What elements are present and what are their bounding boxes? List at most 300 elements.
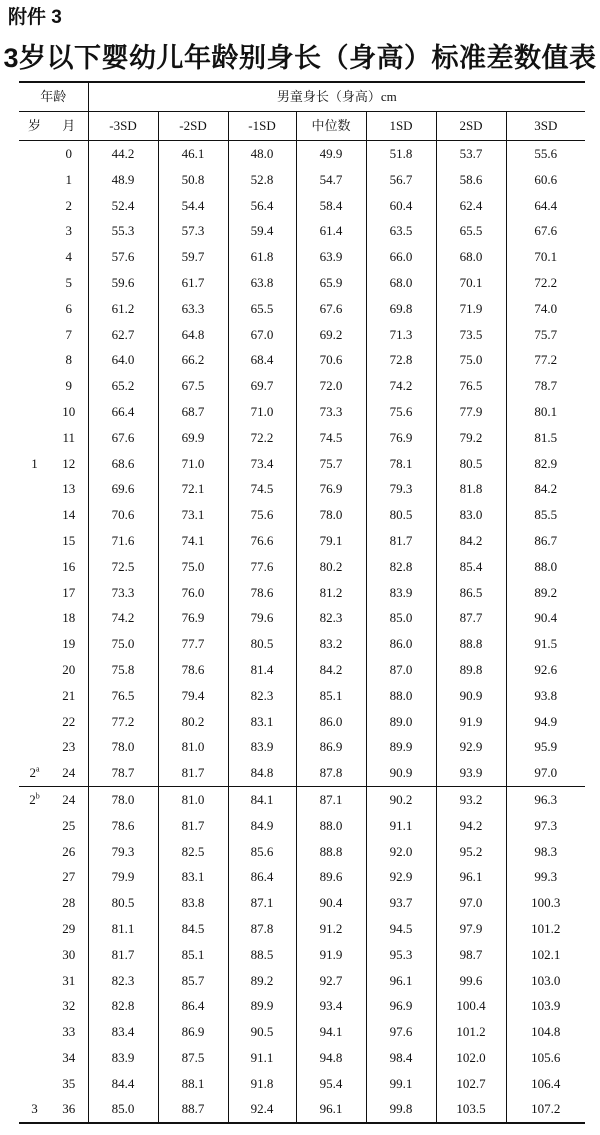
- year-footnote-mark: b: [35, 791, 40, 801]
- value-cell: 54.4: [158, 193, 228, 219]
- value-cell: 85.7: [158, 968, 228, 994]
- header-row-1: [19, 82, 585, 112]
- table-row: [19, 167, 585, 193]
- month-cell: 34: [62, 1049, 76, 1065]
- month-header: 月: [50, 112, 88, 141]
- year-cell: [19, 657, 50, 683]
- value-cell: 72.8: [366, 347, 436, 373]
- value-cell: 49.9: [296, 141, 366, 167]
- month-cell: 29: [62, 920, 76, 936]
- month-cell: 2: [65, 197, 72, 213]
- value-cell: 71.0: [158, 451, 228, 477]
- value-cell: 87.0: [366, 657, 436, 683]
- value-cell: 64.0: [88, 347, 158, 373]
- value-cell: 78.1: [366, 451, 436, 477]
- value-cell: 68.0: [366, 270, 436, 296]
- value-cell: 66.2: [158, 347, 228, 373]
- value-cell: 72.1: [158, 476, 228, 502]
- month-cell: 22: [62, 713, 76, 729]
- month-cell: 19: [62, 636, 76, 652]
- value-cell: 78.6: [88, 813, 158, 839]
- value-cell: 61.8: [228, 244, 296, 270]
- value-cell: 89.2: [228, 968, 296, 994]
- value-cell: 99.8: [366, 1096, 436, 1123]
- value-cell: 88.8: [436, 631, 506, 657]
- table-row: [19, 476, 585, 502]
- value-cell: 64.4: [506, 193, 585, 219]
- value-cell: 102.0: [436, 1045, 506, 1071]
- value-cell: 93.9: [436, 760, 506, 786]
- month-cell: 14: [62, 507, 76, 523]
- value-cell: 81.0: [158, 786, 228, 812]
- value-cell: 62.7: [88, 322, 158, 348]
- value-cell: 44.2: [88, 141, 158, 167]
- value-cell: 60.4: [366, 193, 436, 219]
- value-cell: 97.9: [436, 916, 506, 942]
- value-cell: 106.4: [506, 1071, 585, 1097]
- value-cell: 69.9: [158, 425, 228, 451]
- value-cell: 77.2: [506, 347, 585, 373]
- year-cell: [19, 296, 50, 322]
- table-row: [19, 631, 585, 657]
- value-cell: 68.4: [228, 347, 296, 373]
- value-cell: 79.6: [228, 605, 296, 631]
- value-cell: 53.7: [436, 141, 506, 167]
- year-cell: [19, 476, 50, 502]
- value-cell: 76.6: [228, 528, 296, 554]
- value-cell: 84.2: [296, 657, 366, 683]
- year-cell: [19, 916, 50, 942]
- month-cell: 17: [62, 584, 76, 600]
- month-cell: 4: [65, 249, 72, 265]
- value-cell: 84.5: [158, 916, 228, 942]
- month-cell: 32: [62, 998, 76, 1014]
- value-cell: 74.5: [228, 476, 296, 502]
- col-header: -2SD: [158, 112, 228, 141]
- value-cell: 85.1: [158, 942, 228, 968]
- year-value: 2: [29, 765, 36, 781]
- value-cell: 66.0: [366, 244, 436, 270]
- value-cell: 71.0: [228, 399, 296, 425]
- year-cell: [19, 502, 50, 528]
- value-cell: 68.0: [436, 244, 506, 270]
- value-cell: 82.8: [88, 993, 158, 1019]
- month-cell: 11: [62, 429, 76, 445]
- value-cell: 99.1: [366, 1071, 436, 1097]
- year-cell: [19, 322, 50, 348]
- table-row: [19, 839, 585, 865]
- value-cell: 89.9: [366, 734, 436, 760]
- year-cell: [19, 141, 50, 167]
- value-cell: 98.4: [366, 1045, 436, 1071]
- value-cell: 52.8: [228, 167, 296, 193]
- value-cell: 81.0: [158, 734, 228, 760]
- value-cell: 87.7: [436, 605, 506, 631]
- value-cell: 88.0: [296, 813, 366, 839]
- value-cell: 89.2: [506, 580, 585, 606]
- value-cell: 83.1: [158, 864, 228, 890]
- year-cell: [19, 167, 50, 193]
- value-cell: 75.0: [436, 347, 506, 373]
- value-cell: 81.7: [158, 760, 228, 786]
- value-cell: 76.9: [296, 476, 366, 502]
- value-cell: 63.3: [158, 296, 228, 322]
- value-cell: 55.6: [506, 141, 585, 167]
- value-cell: 97.3: [506, 813, 585, 839]
- value-cell: 79.9: [88, 864, 158, 890]
- month-cell: 12: [62, 455, 76, 471]
- value-cell: 97.6: [366, 1019, 436, 1045]
- month-cell: 3: [65, 223, 72, 239]
- value-cell: 93.8: [506, 683, 585, 709]
- table-row: [19, 993, 585, 1019]
- value-cell: 63.9: [296, 244, 366, 270]
- month-cell: 18: [62, 610, 76, 626]
- value-cell: 72.0: [296, 373, 366, 399]
- value-cell: 82.3: [296, 605, 366, 631]
- value-cell: 73.4: [228, 451, 296, 477]
- month-cell: 36: [62, 1101, 76, 1117]
- month-cell: 5: [65, 274, 72, 290]
- value-cell: 85.0: [88, 1096, 158, 1123]
- height-sd-table: [19, 81, 585, 1124]
- table-row: [19, 347, 585, 373]
- value-cell: 72.2: [228, 425, 296, 451]
- col-header: 3SD: [506, 112, 585, 141]
- value-cell: 92.7: [296, 968, 366, 994]
- year-cell: [19, 786, 50, 812]
- document-title: 3岁以下婴幼儿年龄别身长（身高）标准差数值表: [3, 43, 597, 73]
- value-cell: 77.7: [158, 631, 228, 657]
- value-cell: 101.2: [436, 1019, 506, 1045]
- year-cell: [19, 605, 50, 631]
- value-cell: 103.0: [506, 968, 585, 994]
- month-cell: 16: [62, 558, 76, 574]
- year-footnote-mark: a: [35, 764, 40, 774]
- value-cell: 81.7: [366, 528, 436, 554]
- year-cell: [19, 425, 50, 451]
- value-cell: 79.3: [88, 839, 158, 865]
- value-cell: 95.3: [366, 942, 436, 968]
- value-cell: 51.8: [366, 141, 436, 167]
- value-cell: 100.3: [506, 890, 585, 916]
- value-cell: 87.1: [228, 890, 296, 916]
- value-cell: 58.4: [296, 193, 366, 219]
- table-row: [19, 734, 585, 760]
- table-row: [19, 580, 585, 606]
- col-header: 中位数: [296, 112, 366, 141]
- value-cell: 56.4: [228, 193, 296, 219]
- value-cell: 92.6: [506, 657, 585, 683]
- year-cell: [19, 451, 50, 477]
- table-row: [19, 864, 585, 890]
- col-header: 2SD: [436, 112, 506, 141]
- year-cell: [19, 993, 50, 1019]
- value-cell: 81.5: [506, 425, 585, 451]
- value-cell: 84.2: [506, 476, 585, 502]
- value-cell: 80.1: [506, 399, 585, 425]
- value-cell: 73.3: [88, 580, 158, 606]
- value-cell: 83.0: [436, 502, 506, 528]
- value-cell: 75.8: [88, 657, 158, 683]
- table-row: [19, 399, 585, 425]
- year-cell: [19, 193, 50, 219]
- value-cell: 90.4: [506, 605, 585, 631]
- value-cell: 93.4: [296, 993, 366, 1019]
- month-cell: 10: [62, 403, 76, 419]
- year-cell: [19, 1071, 50, 1097]
- value-cell: 76.5: [436, 373, 506, 399]
- value-cell: 83.4: [88, 1019, 158, 1045]
- value-cell: 86.4: [158, 993, 228, 1019]
- header-row-2: [19, 112, 585, 141]
- table-row: [19, 1019, 585, 1045]
- table-row: [19, 296, 585, 322]
- value-cell: 79.2: [436, 425, 506, 451]
- table-row: [19, 141, 585, 167]
- value-cell: 84.2: [436, 528, 506, 554]
- month-cell: 9: [65, 378, 72, 394]
- value-cell: 75.6: [366, 399, 436, 425]
- value-cell: 62.4: [436, 193, 506, 219]
- value-cell: 82.8: [366, 554, 436, 580]
- value-cell: 98.7: [436, 942, 506, 968]
- value-cell: 87.5: [158, 1045, 228, 1071]
- value-cell: 104.8: [506, 1019, 585, 1045]
- table-row: [19, 890, 585, 916]
- value-cell: 74.2: [366, 373, 436, 399]
- value-cell: 89.9: [228, 993, 296, 1019]
- value-cell: 99.3: [506, 864, 585, 890]
- value-cell: 78.6: [228, 580, 296, 606]
- value-cell: 90.9: [366, 760, 436, 786]
- table-row: [19, 425, 585, 451]
- value-cell: 80.5: [228, 631, 296, 657]
- table-row: [19, 916, 585, 942]
- col-header: -3SD: [88, 112, 158, 141]
- table-row: [19, 968, 585, 994]
- value-cell: 93.2: [436, 786, 506, 812]
- value-cell: 79.4: [158, 683, 228, 709]
- year-cell: [19, 631, 50, 657]
- value-cell: 94.5: [366, 916, 436, 942]
- year-value: 2: [29, 791, 36, 807]
- year-cell: [19, 890, 50, 916]
- value-cell: 92.9: [436, 734, 506, 760]
- value-cell: 88.7: [158, 1096, 228, 1123]
- value-cell: 73.3: [296, 399, 366, 425]
- value-cell: 75.6: [228, 502, 296, 528]
- value-cell: 82.9: [506, 451, 585, 477]
- value-cell: 76.9: [366, 425, 436, 451]
- value-cell: 89.8: [436, 657, 506, 683]
- value-cell: 86.0: [366, 631, 436, 657]
- year-cell: [19, 942, 50, 968]
- value-cell: 61.2: [88, 296, 158, 322]
- value-cell: 73.1: [158, 502, 228, 528]
- table-row: [19, 760, 585, 786]
- value-cell: 61.4: [296, 218, 366, 244]
- value-cell: 74.2: [88, 605, 158, 631]
- table-row: [19, 451, 585, 477]
- month-cell: 24: [50, 786, 88, 812]
- value-cell: 64.8: [158, 322, 228, 348]
- month-cell: 23: [62, 739, 76, 755]
- value-cell: 70.1: [436, 270, 506, 296]
- value-cell: 79.1: [296, 528, 366, 554]
- year-cell: [19, 1019, 50, 1045]
- table-row: [19, 657, 585, 683]
- month-cell: 20: [62, 661, 76, 677]
- value-cell: 67.6: [88, 425, 158, 451]
- value-cell: 83.8: [158, 890, 228, 916]
- value-cell: 75.0: [158, 554, 228, 580]
- value-cell: 85.5: [506, 502, 585, 528]
- value-cell: 105.6: [506, 1045, 585, 1071]
- value-cell: 78.6: [158, 657, 228, 683]
- value-cell: 73.5: [436, 322, 506, 348]
- table-row: [19, 786, 585, 812]
- table-row: [19, 1045, 585, 1071]
- value-cell: 88.0: [366, 683, 436, 709]
- value-cell: 91.8: [228, 1071, 296, 1097]
- value-cell: 76.9: [158, 605, 228, 631]
- value-cell: 69.2: [296, 322, 366, 348]
- attachment-label: 附件 3: [8, 7, 62, 28]
- value-cell: 107.2: [506, 1096, 585, 1123]
- value-cell: 80.2: [296, 554, 366, 580]
- table-row: [19, 244, 585, 270]
- value-cell: 92.9: [366, 864, 436, 890]
- value-cell: 75.7: [506, 322, 585, 348]
- year-cell: [19, 1096, 50, 1123]
- month-cell: 28: [62, 895, 76, 911]
- value-cell: 81.4: [228, 657, 296, 683]
- value-cell: 80.2: [158, 709, 228, 735]
- value-cell: 91.1: [366, 813, 436, 839]
- value-cell: 89.0: [366, 709, 436, 735]
- month-cell: 7: [65, 326, 72, 342]
- value-cell: 97.0: [506, 760, 585, 786]
- month-cell: 21: [62, 687, 76, 703]
- value-cell: 66.4: [88, 399, 158, 425]
- value-cell: 96.1: [436, 864, 506, 890]
- value-cell: 59.6: [88, 270, 158, 296]
- month-cell: 24: [62, 765, 76, 781]
- value-cell: 96.1: [296, 1096, 366, 1123]
- value-cell: 57.3: [158, 218, 228, 244]
- value-cell: 68.6: [88, 451, 158, 477]
- year-cell: [19, 528, 50, 554]
- value-cell: 86.9: [296, 734, 366, 760]
- value-cell: 56.7: [366, 167, 436, 193]
- value-cell: 59.7: [158, 244, 228, 270]
- month-cell: 27: [62, 869, 76, 885]
- table-row: [19, 373, 585, 399]
- value-cell: 83.9: [88, 1045, 158, 1071]
- value-cell: 74.1: [158, 528, 228, 554]
- value-cell: 63.5: [366, 218, 436, 244]
- year-cell: [19, 1045, 50, 1071]
- month-cell: 31: [62, 972, 76, 988]
- year-value: 3: [31, 1101, 38, 1117]
- value-cell: 83.2: [296, 631, 366, 657]
- value-cell: 67.0: [228, 322, 296, 348]
- year-header: 岁: [19, 112, 50, 141]
- value-cell: 84.9: [228, 813, 296, 839]
- value-cell: 60.6: [506, 167, 585, 193]
- value-cell: 48.0: [228, 141, 296, 167]
- value-cell: 98.3: [506, 839, 585, 865]
- value-cell: 102.1: [506, 942, 585, 968]
- table-row: [19, 218, 585, 244]
- value-cell: 86.4: [228, 864, 296, 890]
- value-cell: 96.1: [366, 968, 436, 994]
- value-cell: 95.2: [436, 839, 506, 865]
- value-cell: 89.6: [296, 864, 366, 890]
- group-header: 男童身长（身高）cm: [88, 82, 585, 112]
- value-cell: 70.6: [296, 347, 366, 373]
- value-cell: 46.1: [158, 141, 228, 167]
- value-cell: 84.4: [88, 1071, 158, 1097]
- value-cell: 81.8: [436, 476, 506, 502]
- value-cell: 82.5: [158, 839, 228, 865]
- value-cell: 80.5: [366, 502, 436, 528]
- value-cell: 92.0: [366, 839, 436, 865]
- value-cell: 78.0: [296, 502, 366, 528]
- value-cell: 55.3: [88, 218, 158, 244]
- value-cell: 93.7: [366, 890, 436, 916]
- value-cell: 85.0: [366, 605, 436, 631]
- value-cell: 83.9: [228, 734, 296, 760]
- value-cell: 78.7: [506, 373, 585, 399]
- value-cell: 78.0: [88, 786, 158, 812]
- value-cell: 88.0: [506, 554, 585, 580]
- value-cell: 91.2: [296, 916, 366, 942]
- year-cell: [19, 734, 50, 760]
- value-cell: 87.8: [228, 916, 296, 942]
- table-row: [19, 270, 585, 296]
- year-cell: [19, 760, 50, 786]
- value-cell: 72.2: [506, 270, 585, 296]
- year-cell: [19, 683, 50, 709]
- value-cell: 91.1: [228, 1045, 296, 1071]
- value-cell: 83.9: [366, 580, 436, 606]
- value-cell: 81.2: [296, 580, 366, 606]
- value-cell: 91.9: [436, 709, 506, 735]
- month-cell: 0: [65, 146, 72, 161]
- value-cell: 99.6: [436, 968, 506, 994]
- year-cell: [19, 813, 50, 839]
- month-cell: 8: [65, 352, 72, 368]
- table-row: [19, 1071, 585, 1097]
- value-cell: 84.1: [228, 786, 296, 812]
- table-row: [19, 554, 585, 580]
- value-cell: 103.9: [506, 993, 585, 1019]
- year-cell: [19, 709, 50, 735]
- month-cell: 33: [62, 1024, 76, 1040]
- value-cell: 91.9: [296, 942, 366, 968]
- value-cell: 59.4: [228, 218, 296, 244]
- value-cell: 85.6: [228, 839, 296, 865]
- value-cell: 96.9: [366, 993, 436, 1019]
- month-cell: 1: [65, 171, 72, 187]
- value-cell: 67.6: [506, 218, 585, 244]
- year-cell: [19, 373, 50, 399]
- year-cell: [19, 864, 50, 890]
- value-cell: 72.5: [88, 554, 158, 580]
- year-cell: [19, 580, 50, 606]
